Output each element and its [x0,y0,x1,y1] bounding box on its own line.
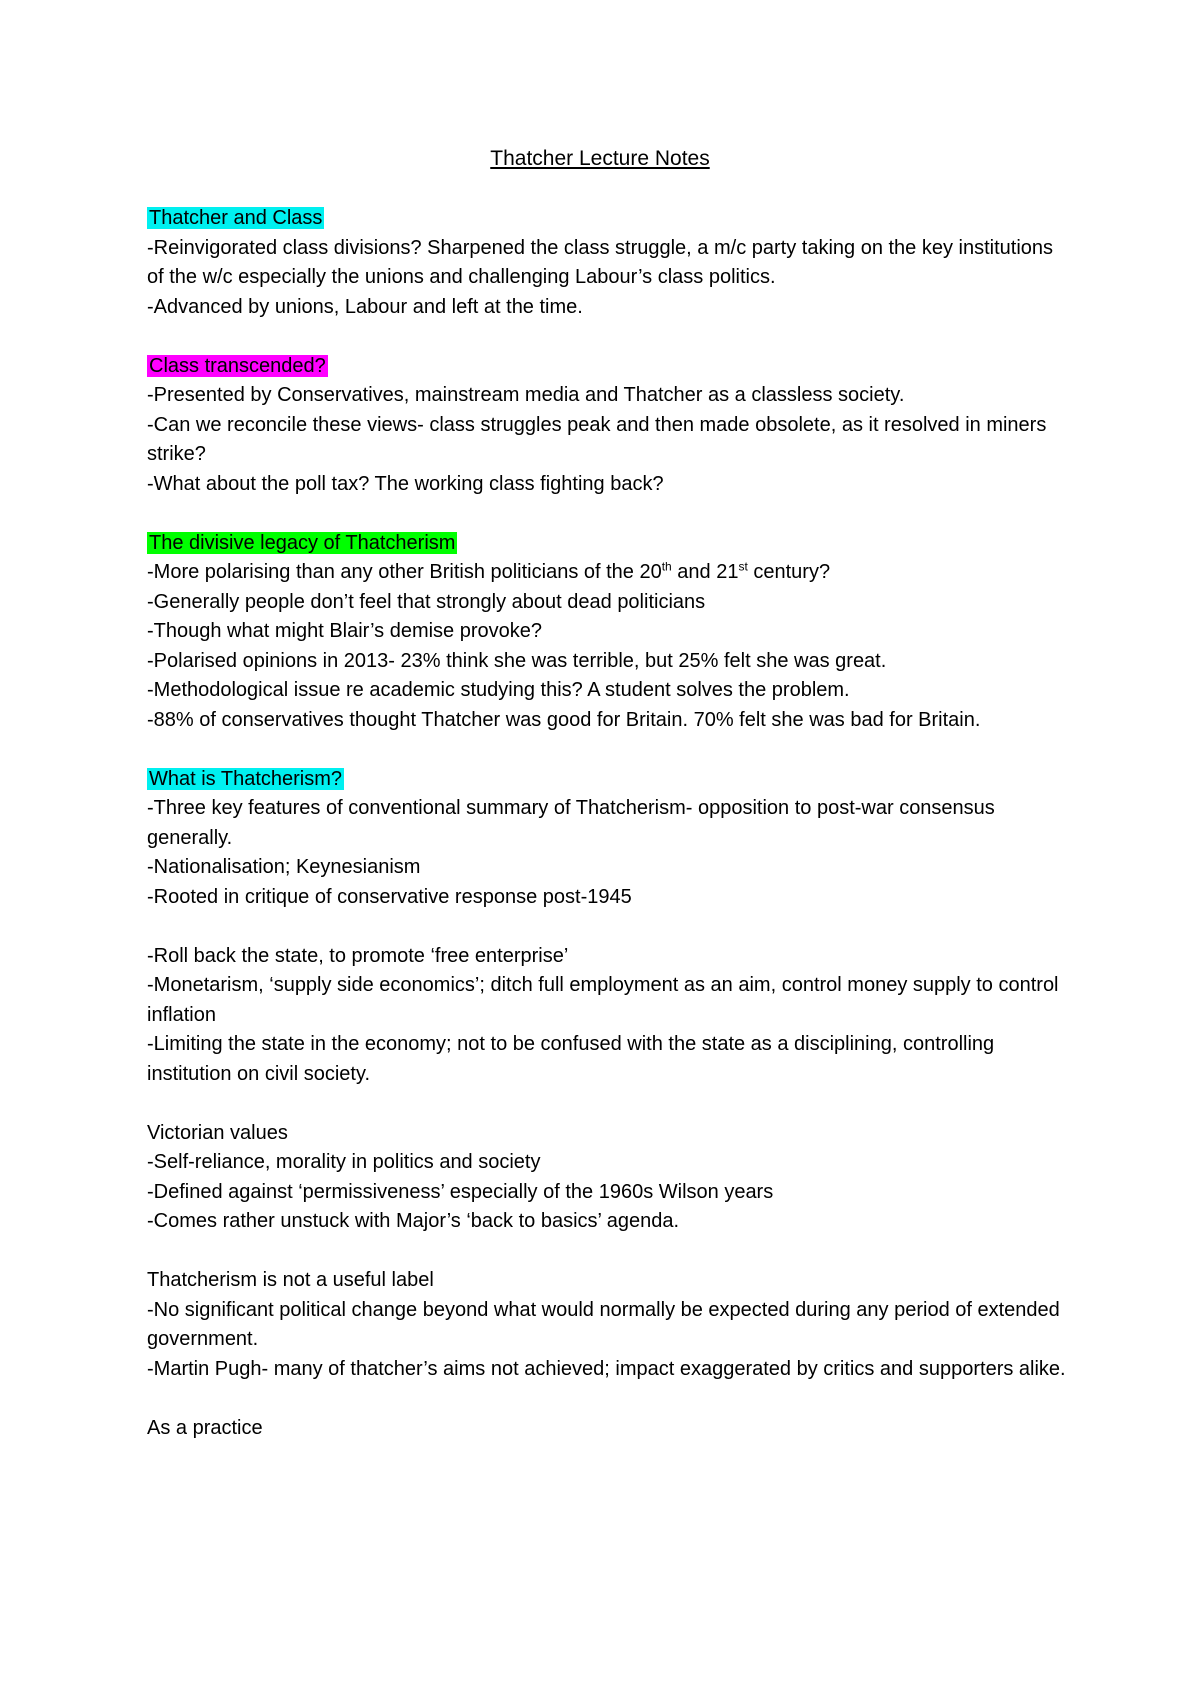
note-line: -Methodological issue re academic studying this? A student solves the problem. [147,679,850,701]
section-victorian-values [147,1119,1067,1237]
note-line: -What about the poll tax? The working class fighting back? [147,472,664,495]
note-line: -Polarised opinions in 2013- 23% think she was terrible, but 25% felt she was great. [147,649,887,672]
section-heading [147,529,1067,559]
section-heading [147,765,1067,795]
superscript: th [661,559,672,574]
note-line: -Comes rather unstuck with Major’s ‘back to basics’ agenda. [147,1210,680,1232]
note-line: -Self-reliance, morality in politics and society [147,1151,541,1173]
section-not-useful-label [147,1266,1067,1384]
note-line: -Monetarism, ‘supply side economics’; ditch full employment as an aim, control money supply to control inflation [147,974,1059,1026]
note-line: -Can we reconcile these views- class struggles peak and then made obsolete, as it resolved in miners strike? [147,413,1047,465]
note-text: -More polarising than any other British politicians of the 20 [147,561,662,583]
section-class-transcended [147,352,1067,500]
note-line: -Roll back the state, to promote ‘free enterprise’ [147,944,569,967]
note-line: -No significant political change beyond what would normally be expected during any period of extended government. [147,1298,1060,1350]
page-title: Thatcher Lecture Notes [490,147,710,170]
note-line: -88% of conservatives thought Thatcher was good for Britain. 70% felt she was bad for Britain. [147,708,981,731]
section-thatcher-and-class [147,204,1067,322]
section-heading [147,352,1067,382]
highlighted-heading: Thatcher and Class [149,207,323,229]
highlighted-heading: The divisive legacy of Thatcherism [149,531,456,554]
section-heading: Thatcherism is not a useful label [147,1269,434,1291]
superscript: st [738,559,748,574]
note-line: -Defined against ‘permissiveness’ especially of the 1960s Wilson years [147,1180,774,1203]
note-line: -Generally people don’t feel that strongly about dead politicians [147,590,706,613]
section-what-is-thatcherism [147,765,1067,913]
note-line: -Though what might Blair’s demise provoke? [147,620,543,642]
section-heading [147,204,1067,234]
note-line: -Martin Pugh- many of thatcher’s aims not achieved; impact exaggerated by critics and supporters alike. [147,1357,1066,1380]
note-line: -Nationalisation; Keynesianism [147,856,421,878]
note-line: -Presented by Conservatives, mainstream media and Thatcher as a classless society. [147,384,905,406]
section-as-a-practice [147,1414,1067,1444]
section-roll-back [147,942,1067,1090]
note-line: -Reinvigorated class divisions? Sharpened the class struggle, a m/c party taking on the key institutions of the w/c especially the unions and challenging Labour’s class politics. [147,236,1054,288]
highlighted-heading: What is Thatcherism? [149,767,343,790]
highlighted-heading: Class transcended? [149,354,326,377]
note-text: and 21 [671,561,739,583]
section-divisive-legacy [147,529,1067,736]
note-line: -Rooted in critique of conservative response post-1945 [147,885,632,908]
note-line: -Limiting the state in the economy; not to be confused with the state as a disciplining, controlling institution on civil society. [147,1033,995,1085]
note-line: -Advanced by unions, Labour and left at the time. [147,295,583,318]
note-text: century? [747,561,831,583]
section-heading: Victorian values [147,1121,288,1144]
document-body [147,204,1067,1443]
note-line [147,558,1067,588]
note-line: -Three key features of conventional summary of Thatcherism- opposition to post-war consensus generally. [147,797,995,849]
section-heading: As a practice [147,1416,263,1439]
